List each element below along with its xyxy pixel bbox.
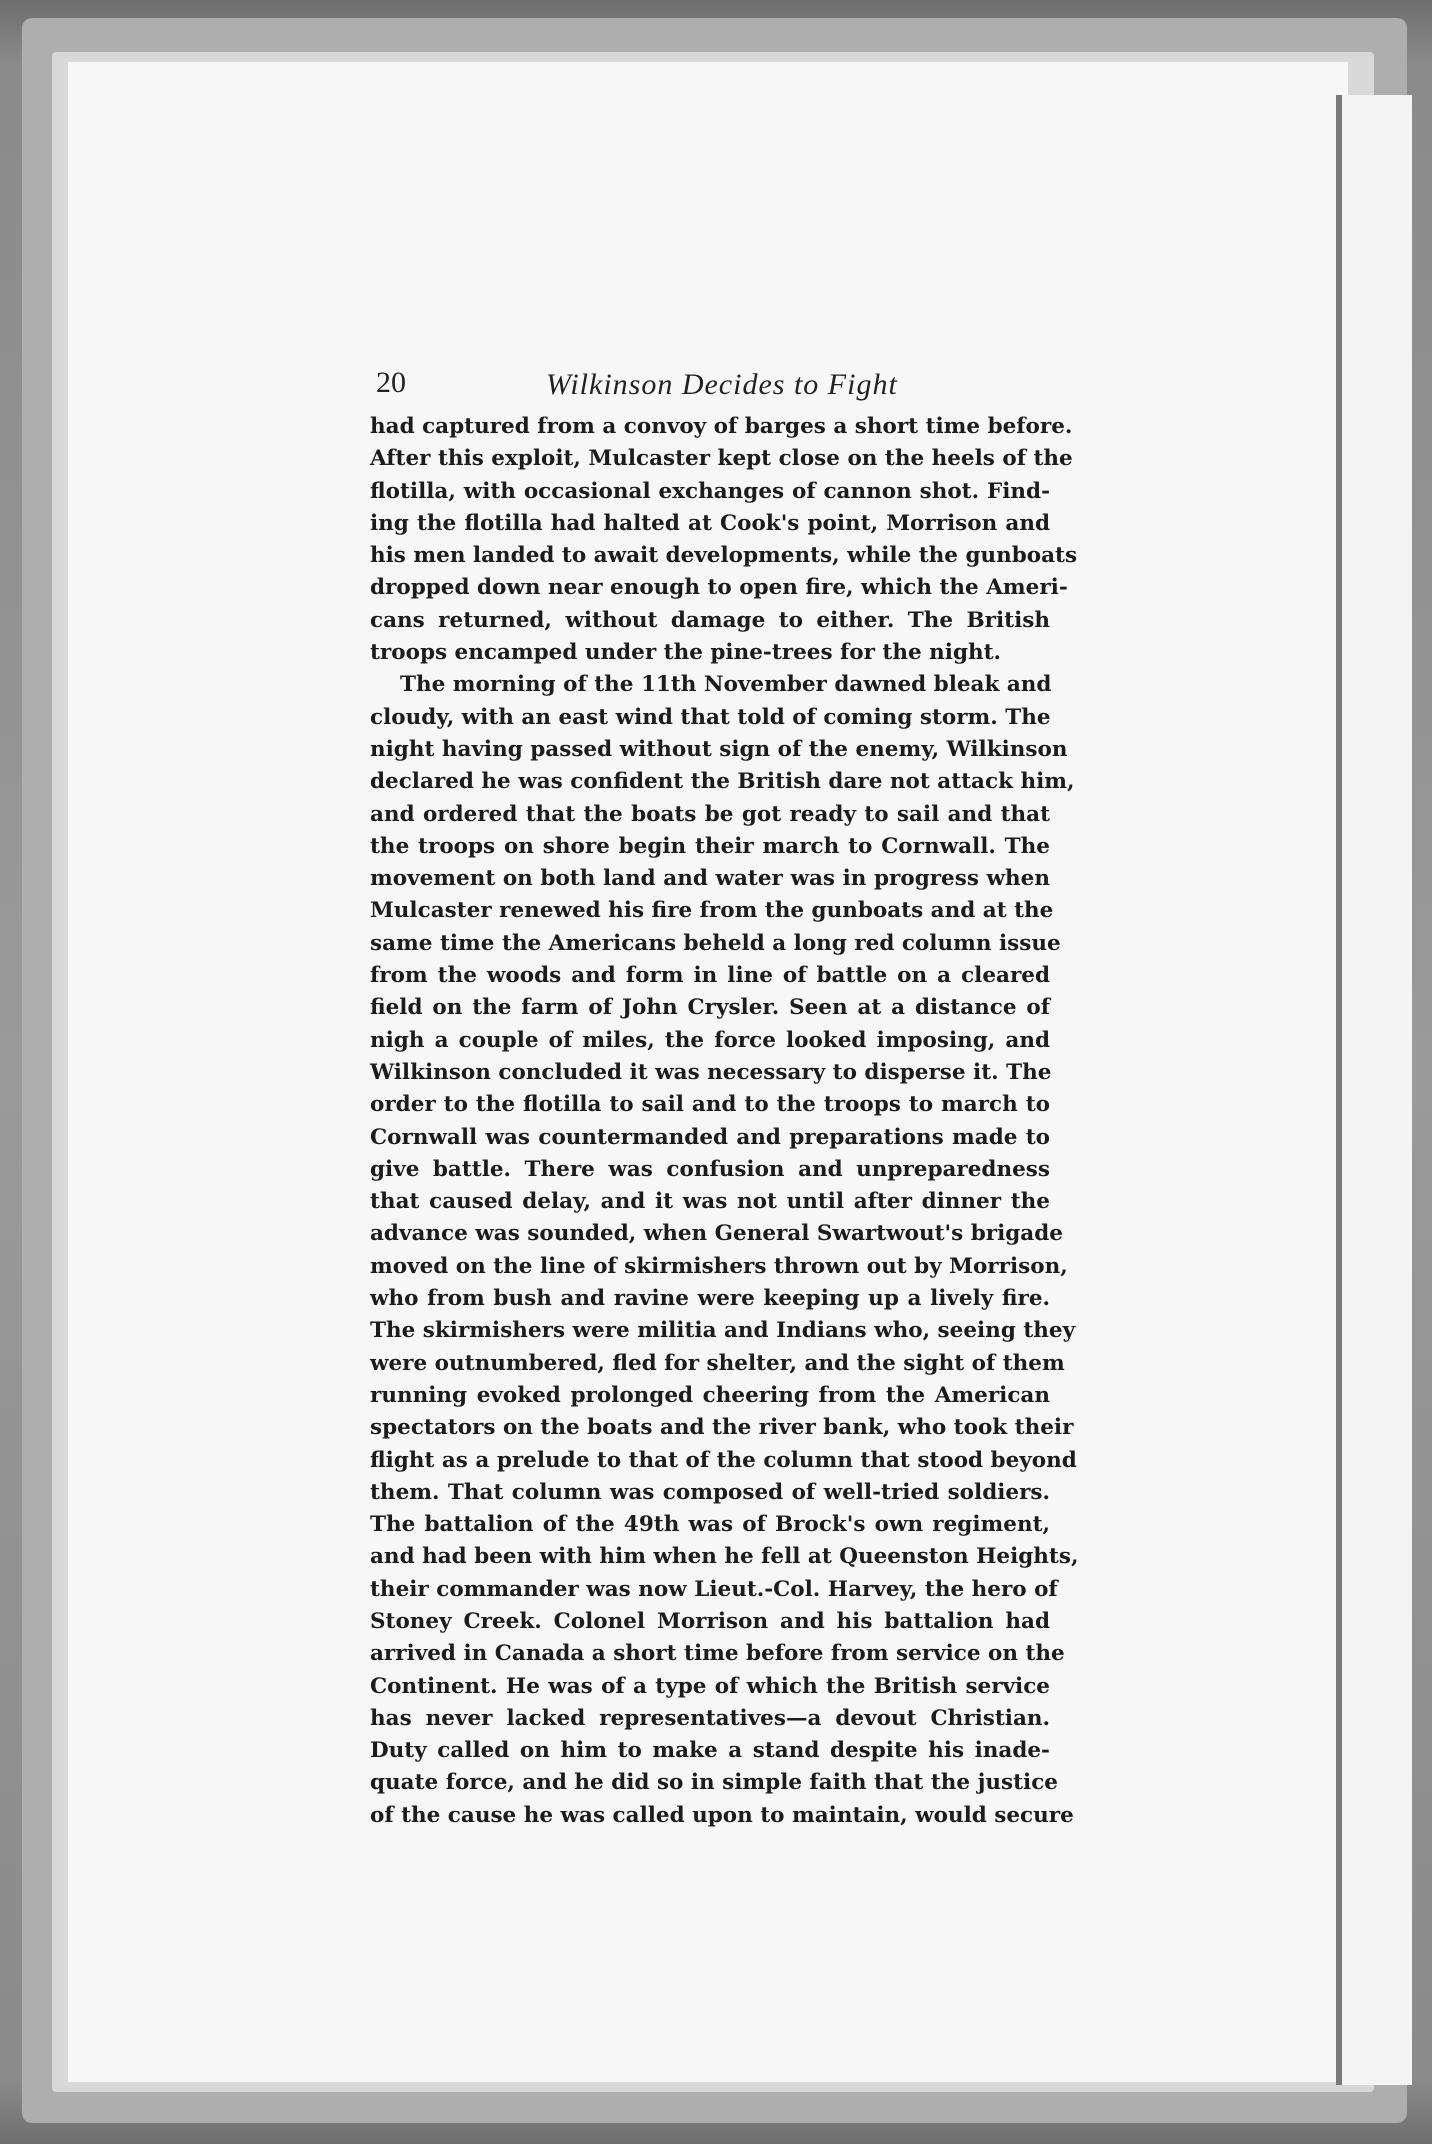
text-line: night having passed without sign of the enemy, Wilkinson [370,736,1068,762]
text-line: troops encamped under the pine-trees for the night. [370,640,1002,666]
text-line: them. That column was composed of well-tried soldiers. [370,1479,1050,1505]
text-line: same time the Americans beheld a long red column issue [370,930,1061,956]
text-line: and had been with him when he fell at Queenston Heights, [370,1544,1079,1570]
text-line: were outnumbered, fled for shelter, and the sight of them [370,1350,1065,1376]
text-line: who from bush and ravine were keeping up a lively fire. [370,1286,1050,1312]
text-line: arrived in Canada a short time before from service on the [370,1641,1065,1667]
text-line: Cornwall was countermanded and preparations made to [370,1124,1050,1150]
text-line: The skirmishers were militia and Indians who, seeing they [370,1318,1076,1344]
text-line: and ordered that the boats be got ready to sail and that [370,801,1050,827]
text-line: had captured from a convoy of barges a short time before. [370,414,1073,439]
text-line: spectators on the boats and the river bank, who took their [370,1415,1074,1441]
text-line: cans returned, without damage to either. The British [370,607,1050,633]
text-line: his men landed to await developments, while the gunboats [370,543,1078,569]
text-line: quate force, and he did so in simple faith that the justice [370,1770,1058,1796]
text-line: Stoney Creek. Colonel Morrison and his battalion had [370,1608,1050,1634]
text-line: The morning of the 11th November dawned bleak and [400,672,1052,698]
text-line: After this exploit, Mulcaster kept close on the heels of the [370,446,1073,472]
running-title: Wilkinson Decides to Fight [546,368,898,401]
text-line: of the cause he was called upon to maintain, would secure [370,1802,1074,1828]
running-head [376,352,1056,412]
body-text [370,411,1079,1832]
text-line: Duty called on him to make a stand despite his inade- [370,1738,1050,1764]
text-line: their commander was now Lieut.-Col. Harvey, the hero of [370,1576,1058,1602]
text-line: ing the flotilla had halted at Cook's point, Morrison and [370,510,1050,536]
text-line: flight as a prelude to that of the column that stood beyond [370,1447,1077,1473]
text-line: from the woods and form in line of battle on a cleared [370,963,1050,989]
text-line: moved on the line of skirmishers thrown out by Morrison, [370,1253,1068,1279]
text-line: declared he was confident the British dare not attack him, [370,769,1075,795]
text-line: has never lacked representatives—a devout Christian. [370,1705,1050,1731]
text-line: nigh a couple of miles, the force looked imposing, and [370,1027,1050,1053]
text-line: that caused delay, and it was not until after dinner the [370,1189,1050,1215]
text-line: running evoked prolonged cheering from the American [370,1382,1050,1408]
text-line: Mulcaster renewed his fire from the gunboats and at the [370,898,1054,924]
text-line: the troops on shore begin their march to Cornwall. The [370,833,1050,859]
page-number: 20 [376,366,406,399]
text-line: dropped down near enough to open fire, which the Ameri- [370,575,1068,601]
text-line: movement on both land and water was in progress when [370,866,1050,892]
text-line: The battalion of the 49th was of Brock's own regiment, [370,1512,1050,1538]
text-line: order to the flotilla to sail and to the troops to march to [370,1092,1050,1118]
text-line: advance was sounded, when General Swartwout's brigade [370,1221,1063,1247]
text-line: cloudy, with an east wind that told of coming storm. The [370,704,1051,730]
text-line: field on the farm of John Crysler. Seen at a distance of [370,995,1050,1021]
facing-page-edge [1336,95,1412,2085]
text-line: flotilla, with occasional exchanges of cannon shot. Find- [370,478,1050,504]
text-line: Continent. He was of a type of which the British service [370,1673,1050,1699]
text-line: give battle. There was confusion and unpreparedness [370,1156,1050,1182]
text-line: Wilkinson concluded it was necessary to disperse it. The [370,1059,1052,1085]
